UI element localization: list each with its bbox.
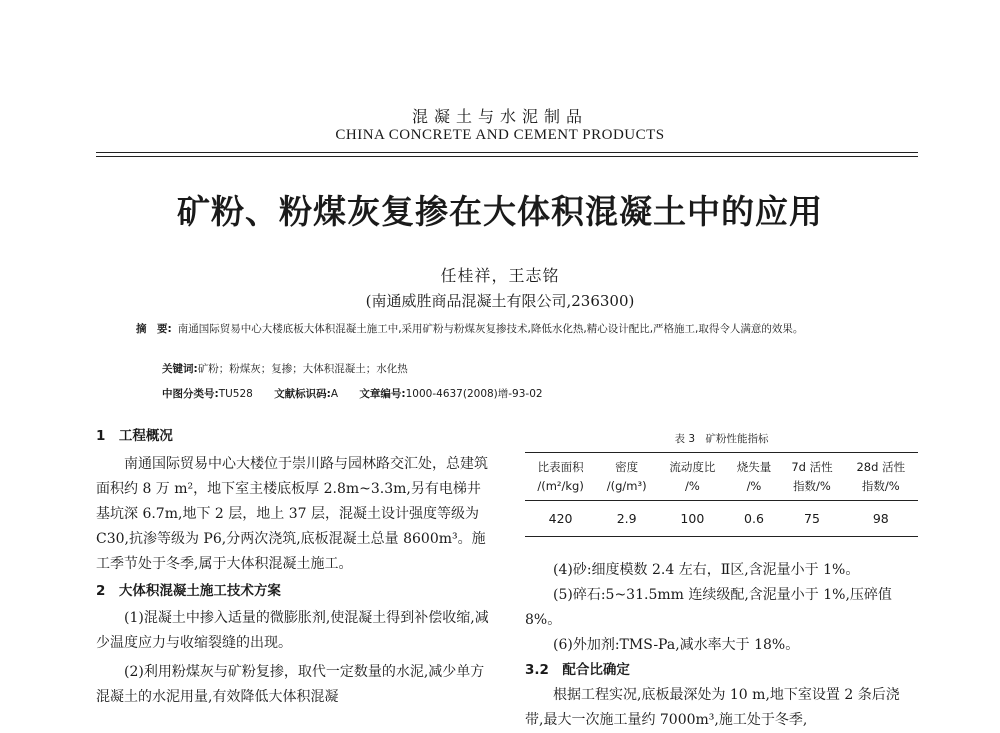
keywords <box>162 361 408 376</box>
table3-cell: 100 <box>657 501 727 537</box>
table3-header: 密度 <box>596 453 657 476</box>
table3-header-unit: 指数/% <box>780 475 843 501</box>
table3-header-unit: 指数/% <box>844 475 918 501</box>
doc-code-label: 文献标识码: <box>274 388 331 400</box>
article-number: 1000-4637(2008)增-93-02 <box>405 388 543 400</box>
section32-paragraph: 根据工程实况,底板最深处为 10 m,地下室设置 2 条后浇带,最大一次施工量约 7000m³,施工处于冬季, <box>525 687 900 728</box>
abstract-text: 南通国际贸易中心大楼底板大体积混凝土施工中,采用矿粉与粉煤灰复掺技术,降低水化热,精心设计配比,严格施工,取得令人满意的效果。 <box>177 323 804 335</box>
item6-admixture: (6)外加剂:TMS-Pa,减水率大于 18%。 <box>553 637 800 653</box>
section32-heading: 3.2 配合比确定 <box>525 662 630 678</box>
clc-label: 中图分类号: <box>162 388 219 400</box>
section2-heading: 2 大体积混凝土施工技术方案 <box>96 583 281 599</box>
section1-paragraph: 南通国际贸易中心大楼位于崇川路与园林路交汇处，总建筑面积约 8 万 m²，地下室主楼底板厚 2.8m~3.3m,另有电梯井基坑深 6.7m,地下 2 层，地上 37 层，混凝土设计强度等级为 C30,抗渗等级为 P6,分两次浇筑,底板混凝土总量 8600m³。施工季节处于冬季,属于大体积混凝土施工。 <box>96 456 488 572</box>
table3-header: 流动度比 <box>657 453 727 476</box>
clc-code: TU528 <box>218 388 253 400</box>
table3-header: 烧失量 <box>728 453 781 476</box>
keywords-label: 关键词: <box>162 363 198 375</box>
item4-sand: (4)砂:细度模数 2.4 左右，Ⅱ区,含泥量小于 1%。 <box>553 562 860 578</box>
table3-header-unit: /(g/m³) <box>596 475 657 501</box>
affiliation: (南通威胜商品混凝土有限公司,236300) <box>365 292 635 310</box>
table3 <box>525 452 918 537</box>
authors: 任桂祥，王志铭 <box>440 266 560 285</box>
table3-cell: 0.6 <box>728 501 781 537</box>
article-number-label: 文章编号: <box>359 388 406 400</box>
table3-header-unit: /% <box>728 475 781 501</box>
header-rule-bottom <box>96 156 918 157</box>
table3-header-unit: /% <box>657 475 727 501</box>
doc-code: A <box>330 388 339 400</box>
table3-cell: 75 <box>780 501 843 537</box>
section2-item1: (1)混凝土中掺入适量的微膨胀剂,使混凝土得到补偿收缩,减少温度应力与收缩裂缝的出现。 <box>96 610 489 651</box>
table3-header: 28d 活性 <box>844 453 918 476</box>
table3-cell: 2.9 <box>596 501 657 537</box>
table3-caption: 表 3 矿粉性能指标 <box>674 433 769 445</box>
journal-name-en: CHINA CONCRETE AND CEMENT PRODUCTS <box>335 127 665 143</box>
section1-heading: 1 工程概况 <box>96 428 173 444</box>
table3-cell: 420 <box>525 501 596 537</box>
table-row <box>525 501 918 537</box>
header-rule-top <box>96 152 918 153</box>
item5-gravel: (5)碎石:5~31.5mm 连续级配,含泥量小于 1%,压碎值 8%。 <box>525 587 892 628</box>
right-column <box>525 558 918 733</box>
table3-header: 7d 活性 <box>780 453 843 476</box>
journal-name-cn: 混凝土与水泥制品 <box>411 107 588 126</box>
article-title: 矿粉、粉煤灰复掺在大体积混凝土中的应用 <box>177 192 823 231</box>
table3-header-unit: /(m²/kg) <box>525 475 596 501</box>
table3-cell: 98 <box>844 501 918 537</box>
keywords-text: 矿粉；粉煤灰；复掺；大体积混凝土；水化热 <box>197 363 408 375</box>
section2-item2: (2)利用粉煤灰与矿粉复掺，取代一定数量的水泥,减少单方混凝土的水泥用量,有效降低大体积混凝 <box>96 664 485 705</box>
left-column <box>96 424 489 710</box>
abstract-label: 摘 要: <box>136 323 172 335</box>
table3-header: 比表面积 <box>525 453 596 476</box>
abstract <box>136 318 878 341</box>
classification-line <box>162 386 561 401</box>
